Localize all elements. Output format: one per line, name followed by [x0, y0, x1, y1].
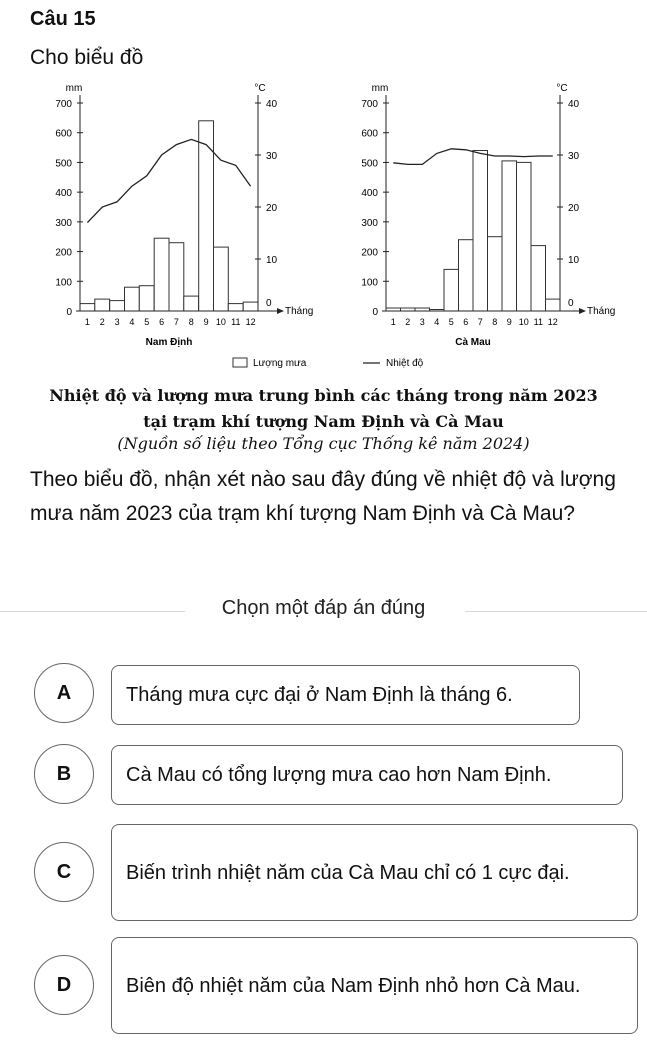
option-a-text[interactable]: [111, 665, 580, 725]
right-tick-label: 20: [266, 203, 278, 214]
left-tick-label: 200: [55, 247, 72, 259]
left-tick-label: 300: [361, 217, 378, 229]
right-tick-label: 10: [568, 255, 580, 266]
left-tick-label: 0: [66, 307, 72, 318]
x-axis-label: Tháng: [587, 306, 616, 317]
month-label: 6: [463, 317, 469, 327]
rain-bar-2: [95, 299, 110, 311]
divider-right: [465, 611, 647, 612]
option-c-text[interactable]: [111, 824, 638, 921]
option-c-letter[interactable]: C: [34, 842, 94, 902]
right-tick-label: 20: [568, 203, 580, 214]
question-intro: Cho biểu đồ: [30, 46, 144, 69]
rain-bar-1: [80, 304, 95, 311]
month-label: 8: [188, 317, 194, 327]
left-tick-label: 600: [361, 128, 378, 140]
rain-bar-8: [184, 296, 199, 311]
option-d-letter[interactable]: D: [34, 955, 94, 1015]
rain-bar-5: [444, 269, 459, 311]
option-a-letter[interactable]: A: [34, 663, 94, 723]
month-label: 8: [492, 317, 498, 327]
option-c-label: Biến trình nhiệt năm của Cà Mau chỉ có 1 cực đại.: [126, 861, 570, 884]
month-label: 5: [144, 317, 150, 327]
legend-rain-label: Lượng mưa: [253, 358, 307, 369]
rain-bar-12: [546, 299, 561, 311]
month-label: 10: [518, 317, 529, 327]
question-prompt: Theo biểu đồ, nhận xét nào sau đây đúng về nhiệt độ và lượng mưa năm 2023 của trạm khí tượng Nam Định và Cà Mau?: [30, 468, 616, 525]
right-tick-label: 40: [568, 99, 580, 110]
rain-bar-11: [228, 304, 243, 311]
month-label: 11: [231, 317, 241, 327]
month-label: 7: [173, 317, 179, 327]
month-label: 5: [448, 317, 454, 327]
rain-bar-7: [473, 151, 488, 312]
left-tick-label: 600: [55, 128, 72, 140]
legend-rain-swatch: [233, 358, 247, 367]
station-title: Cà Mau: [455, 337, 491, 348]
rain-bar-4: [125, 287, 140, 311]
right-tick-label: 30: [568, 151, 580, 162]
climate-chart: [0, 75, 647, 375]
month-label: 12: [245, 317, 256, 327]
month-label: 3: [114, 317, 120, 327]
rain-bar-10: [517, 162, 532, 311]
month-label: 10: [215, 317, 226, 327]
temperature-line: [87, 139, 250, 222]
month-label: 2: [405, 317, 411, 327]
right-tick-label: 40: [266, 99, 278, 110]
left-tick-label: 700: [361, 99, 378, 110]
left-tick-label: 200: [361, 247, 378, 259]
left-tick-label: 500: [55, 158, 72, 170]
x-axis-arrow: [277, 308, 284, 314]
left-tick-label: 300: [55, 217, 72, 229]
month-label: 9: [506, 317, 512, 327]
x-axis-label: Tháng: [285, 306, 314, 317]
rain-bar-3: [110, 301, 125, 311]
left-axis-unit: mm: [371, 83, 389, 94]
rain-bar-8: [488, 237, 503, 311]
left-tick-label: 100: [55, 277, 72, 289]
left-tick-label: 400: [361, 188, 378, 200]
question-number: Câu 15: [30, 8, 96, 30]
chart-legend: [233, 358, 424, 369]
month-label: 1: [84, 317, 90, 327]
left-tick-label: 400: [55, 188, 72, 200]
month-label: 11: [533, 317, 543, 327]
legend-temp-label: Nhiệt độ: [386, 358, 424, 369]
answers-heading: Chọn một đáp án đúng: [221, 597, 426, 619]
left-axis-unit: mm: [65, 83, 83, 94]
rain-bar-6: [154, 238, 169, 311]
rain-bar-11: [531, 246, 546, 311]
rain-bar-6: [459, 240, 474, 311]
caption-title-line1: Nhiệt độ và lượng mưa trung bình các tháng trong năm 2023: [49, 386, 598, 405]
month-label: 12: [547, 317, 558, 327]
option-d-label: Biên độ nhiệt năm của Nam Định nhỏ hơn Cà Mau.: [126, 974, 581, 997]
caption-title-line2: tại trạm khí tượng Nam Định và Cà Mau: [143, 412, 504, 431]
month-label: 1: [390, 317, 396, 327]
rain-bar-9: [502, 161, 517, 311]
rain-bar-12: [243, 302, 258, 311]
rain-bar-7: [169, 243, 184, 311]
right-tick-label: 0: [568, 298, 574, 309]
x-axis-arrow: [579, 308, 586, 314]
right-axis-unit: °C: [254, 83, 266, 94]
left-tick-label: 700: [55, 99, 72, 110]
month-label: 7: [477, 317, 483, 327]
rain-bar-5: [139, 286, 154, 311]
left-tick-label: 0: [372, 307, 378, 318]
left-tick-label: 500: [361, 158, 378, 170]
month-label: 3: [419, 317, 425, 327]
rain-bar-10: [214, 247, 229, 311]
option-a-label: Tháng mưa cực đại ở Nam Định là tháng 6.: [126, 684, 513, 706]
right-tick-label: 30: [266, 151, 278, 162]
month-label: 2: [99, 317, 105, 327]
option-b-label: Cà Mau có tổng lượng mưa cao hơn Nam Định.: [126, 764, 552, 786]
month-label: 6: [159, 317, 165, 327]
month-label: 4: [434, 317, 440, 327]
caption-source: (Nguồn số liệu theo Tổng cục Thống kê năm 2024): [117, 434, 530, 453]
option-d-text[interactable]: [111, 937, 638, 1034]
right-axis-unit: °C: [556, 83, 568, 94]
right-tick-label: 0: [266, 298, 272, 309]
right-tick-label: 10: [266, 255, 278, 266]
left-tick-label: 100: [361, 277, 378, 289]
station-title: Nam Định: [145, 337, 193, 348]
option-b-text[interactable]: [111, 745, 623, 805]
option-b-letter[interactable]: B: [34, 744, 94, 804]
chart-nam-dinh: [55, 83, 313, 348]
month-label: 9: [203, 317, 209, 327]
chart-ca-mau: [361, 83, 615, 348]
month-label: 4: [129, 317, 135, 327]
